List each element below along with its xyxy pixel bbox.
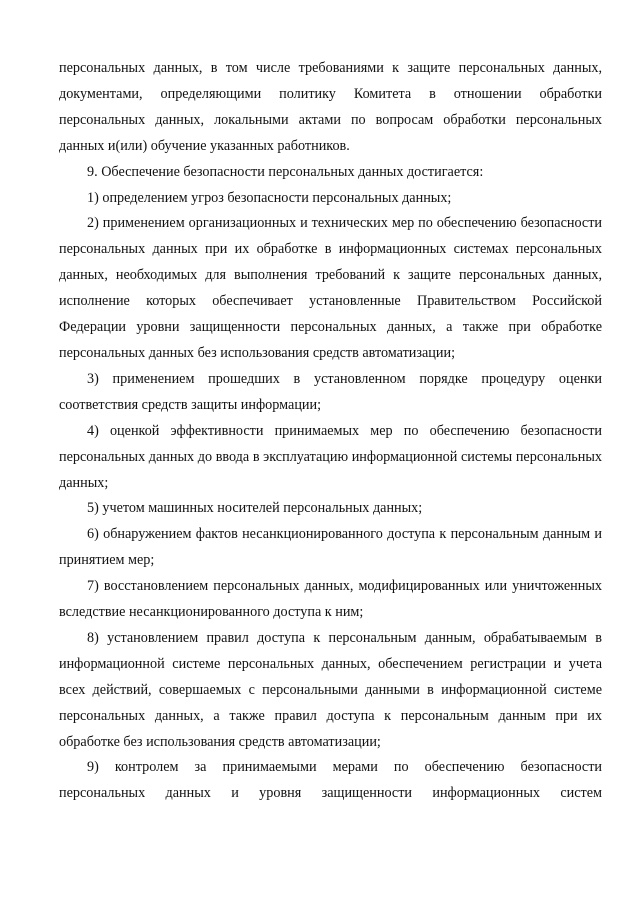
list-item-1: 1) определением угроз безопасности персональных данных; (87, 189, 452, 206)
document-body (59, 56, 602, 807)
list-item-7: 7) восстановлением персональных данных, модифицированных или уничтоженных вследствие несанкционированного доступа к ним; (59, 578, 602, 621)
list-item-6: 6) обнаружением фактов несанкционированного доступа к персональным данным и принятием мер; (59, 526, 602, 569)
list-item-3: 3) применением прошедших в установленном порядке процедуру оценки соответствия средств защиты информации; (59, 370, 602, 413)
list-item-8: 8) установлением правил доступа к персональным данным, обрабатываемым в информационной системе персональных данных, обеспечением регистрации и учета всех действий, совершаемых с персональными данными в информационной системе персональных данных, а также правил доступа к персональным данным при их обработке без использования средств автоматизации; (59, 629, 602, 750)
list-item-5: 5) учетом машинных носителей персональных данных; (87, 500, 423, 517)
paragraph-continuation: персональных данных, в том числе требованиями к защите персональных данных, документами, определяющими политику Комитета в отношении обработки персональных данных, локальными актами по вопросам обработки персональных данных и(или) обучение указанных работников. (59, 60, 602, 154)
list-item-4: 4) оценкой эффективности принимаемых мер по обеспечению безопасности персональных данных до ввода в эксплуатацию информационной системы персональных данных; (59, 422, 602, 491)
list-item-9: 9) контролем за принимаемыми мерами по обеспечению безопасности персональных данных и уровня защищенности информационных систем (59, 759, 602, 802)
paragraph-clause-9: 9. Обеспечение безопасности персональных данных достигается: (87, 163, 484, 180)
list-item-2: 2) применением организационных и технических мер по обеспечению безопасности персональных данных при их обработке в информационных системах персональных данных, необходимых для выполнения требований к защите персональных данных, исполнение которых обеспечивает установленные Правительством Российской Федерации уровни защищенности персональных данных, а также при обработке персональных данных без использования средств автоматизации; (59, 215, 602, 361)
